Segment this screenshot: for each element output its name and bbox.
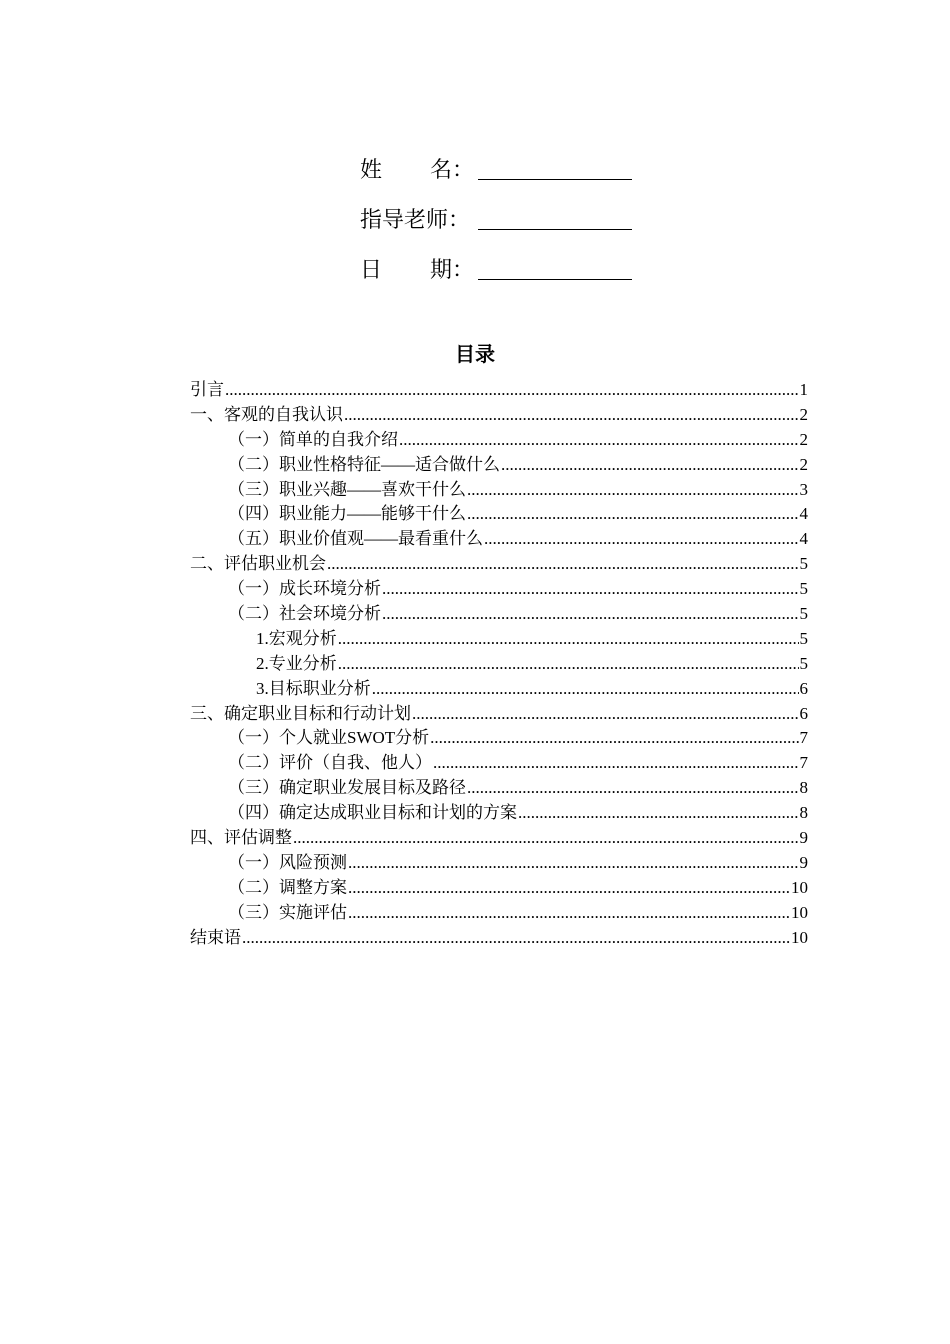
toc-dot-leader: [412, 704, 799, 724]
toc-entry-title: 结束语: [190, 927, 241, 947]
date-label: 日 期：: [360, 258, 475, 283]
toc-entry[interactable]: [190, 823, 808, 848]
toc-dot-leader: [344, 405, 799, 425]
toc-entry-title: （二）职业性格特征——适合做什么: [228, 454, 500, 474]
toc-entry[interactable]: [190, 624, 808, 649]
toc-entry-page-number: 5: [799, 554, 808, 574]
toc-entry-title: （三）职业兴趣——喜欢干什么: [228, 479, 466, 499]
date-blank-line: [478, 251, 632, 280]
name-row: [360, 134, 660, 184]
name-label: 姓 名：: [360, 158, 475, 183]
toc-entry-page-number: 1: [799, 380, 808, 399]
toc-entry-page-number: 5: [799, 604, 808, 624]
toc-entry-title: （二）社会环境分析: [228, 604, 381, 624]
toc-entry[interactable]: [190, 574, 808, 599]
toc-entry[interactable]: [190, 524, 808, 549]
toc-dot-leader: [501, 455, 799, 475]
toc-dot-leader: [382, 604, 799, 624]
toc-dot-leader: [484, 529, 799, 549]
toc-entry-page-number: 8: [799, 803, 808, 823]
table-of-contents: [190, 375, 808, 947]
advisor-blank-line: [478, 201, 632, 230]
toc-dot-leader: [327, 554, 799, 574]
toc-entry[interactable]: [190, 649, 808, 674]
toc-entry-title: 2.专业分析: [256, 653, 337, 673]
advisor-label: 指导老师：: [360, 208, 471, 233]
toc-entry[interactable]: [190, 773, 808, 798]
toc-entry-title: 四、评估调整: [190, 828, 292, 848]
toc-entry-page-number: 10: [791, 927, 808, 947]
toc-dot-leader: [467, 480, 799, 500]
toc-entry[interactable]: [190, 748, 808, 773]
toc-entry[interactable]: [190, 674, 808, 699]
toc-dot-leader: [433, 753, 799, 773]
toc-entry-title: （一）风险预测: [228, 852, 347, 872]
toc-entry-page-number: 2: [799, 404, 808, 424]
toc-entry-title: （四）确定达成职业目标和计划的方案: [228, 803, 517, 823]
toc-entry-title: （二）调整方案: [228, 877, 347, 897]
toc-entry-title: （三）确定职业发展目标及路径: [228, 778, 466, 798]
toc-entry[interactable]: [190, 699, 808, 724]
toc-entry-title: （二）评价（自我、他人）: [228, 753, 432, 773]
toc-entry-page-number: 5: [799, 579, 808, 599]
toc-dot-leader: [242, 928, 790, 948]
toc-entry-title: （一）成长环境分析: [228, 579, 381, 599]
toc-entry-title: 一、客观的自我认识: [190, 404, 343, 424]
advisor-row: [360, 184, 660, 234]
toc-entry[interactable]: [190, 898, 808, 923]
toc-entry[interactable]: [190, 549, 808, 574]
toc-entry-page-number: 6: [799, 703, 808, 723]
toc-dot-leader: [348, 853, 799, 873]
toc-dot-leader: [348, 903, 790, 923]
toc-entry-page-number: 7: [799, 728, 808, 748]
toc-dot-leader: [338, 629, 799, 649]
toc-entry-title: （四）职业能力——能够干什么: [228, 504, 466, 524]
toc-dot-leader: [430, 728, 798, 748]
toc-entry-title: 3.目标职业分析: [256, 678, 371, 698]
cover-info-block: [360, 134, 660, 284]
toc-entry-title: 三、确定职业目标和行动计划: [190, 703, 411, 723]
toc-entry-page-number: 5: [799, 628, 808, 648]
toc-entry[interactable]: [190, 499, 808, 524]
date-row: [360, 234, 660, 284]
toc-entry-title: 引言: [190, 380, 224, 399]
toc-entry-title: （一）个人就业SWOT分析: [228, 728, 430, 748]
toc-entry[interactable]: [190, 798, 808, 823]
toc-dot-leader: [467, 778, 799, 798]
toc-dot-leader: [293, 828, 799, 848]
toc-entry-page-number: 5: [799, 653, 808, 673]
toc-entry-page-number: 6: [799, 678, 808, 698]
toc-dot-leader: [372, 679, 799, 699]
toc-entry[interactable]: [190, 400, 808, 425]
toc-entry[interactable]: [190, 873, 808, 898]
toc-dot-leader: [382, 579, 799, 599]
toc-entry-page-number: 9: [799, 828, 808, 848]
toc-entry-page-number: 10: [791, 902, 808, 922]
toc-entry-page-number: 2: [799, 454, 808, 474]
toc-entry-page-number: 10: [791, 877, 808, 897]
toc-entry-title: （三）实施评估: [228, 902, 347, 922]
toc-entry-page-number: 3: [799, 479, 808, 499]
toc-entry-title: 二、评估职业机会: [190, 554, 326, 574]
toc-entry[interactable]: [190, 425, 808, 450]
toc-dot-leader: [338, 654, 799, 674]
toc-entry-page-number: 8: [799, 778, 808, 798]
toc-entry-title: 1.宏观分析: [256, 628, 337, 648]
toc-entry[interactable]: [190, 848, 808, 873]
toc-entry-page-number: 2: [799, 429, 808, 449]
toc-entry[interactable]: [190, 723, 808, 748]
toc-entry-title: （五）职业价值观——最看重什么: [228, 529, 483, 549]
toc-dot-leader: [518, 803, 799, 823]
toc-dot-leader: [348, 878, 790, 898]
toc-entry-page-number: 4: [799, 504, 808, 524]
toc-entry[interactable]: [190, 599, 808, 624]
toc-dot-leader: [399, 430, 799, 450]
toc-entry[interactable]: [190, 375, 808, 400]
name-blank-line: [478, 151, 632, 180]
toc-entry-page-number: 9: [799, 852, 808, 872]
toc-entry-page-number: 4: [799, 529, 808, 549]
toc-entry[interactable]: [190, 923, 808, 948]
toc-title: 目录: [455, 342, 495, 366]
toc-dot-leader: [225, 380, 799, 400]
toc-entry-title: （一）简单的自我介绍: [228, 429, 398, 449]
toc-entry-page-number: 7: [799, 753, 808, 773]
toc-entry[interactable]: [190, 450, 808, 475]
toc-entry[interactable]: [190, 475, 808, 500]
toc-dot-leader: [467, 504, 799, 524]
